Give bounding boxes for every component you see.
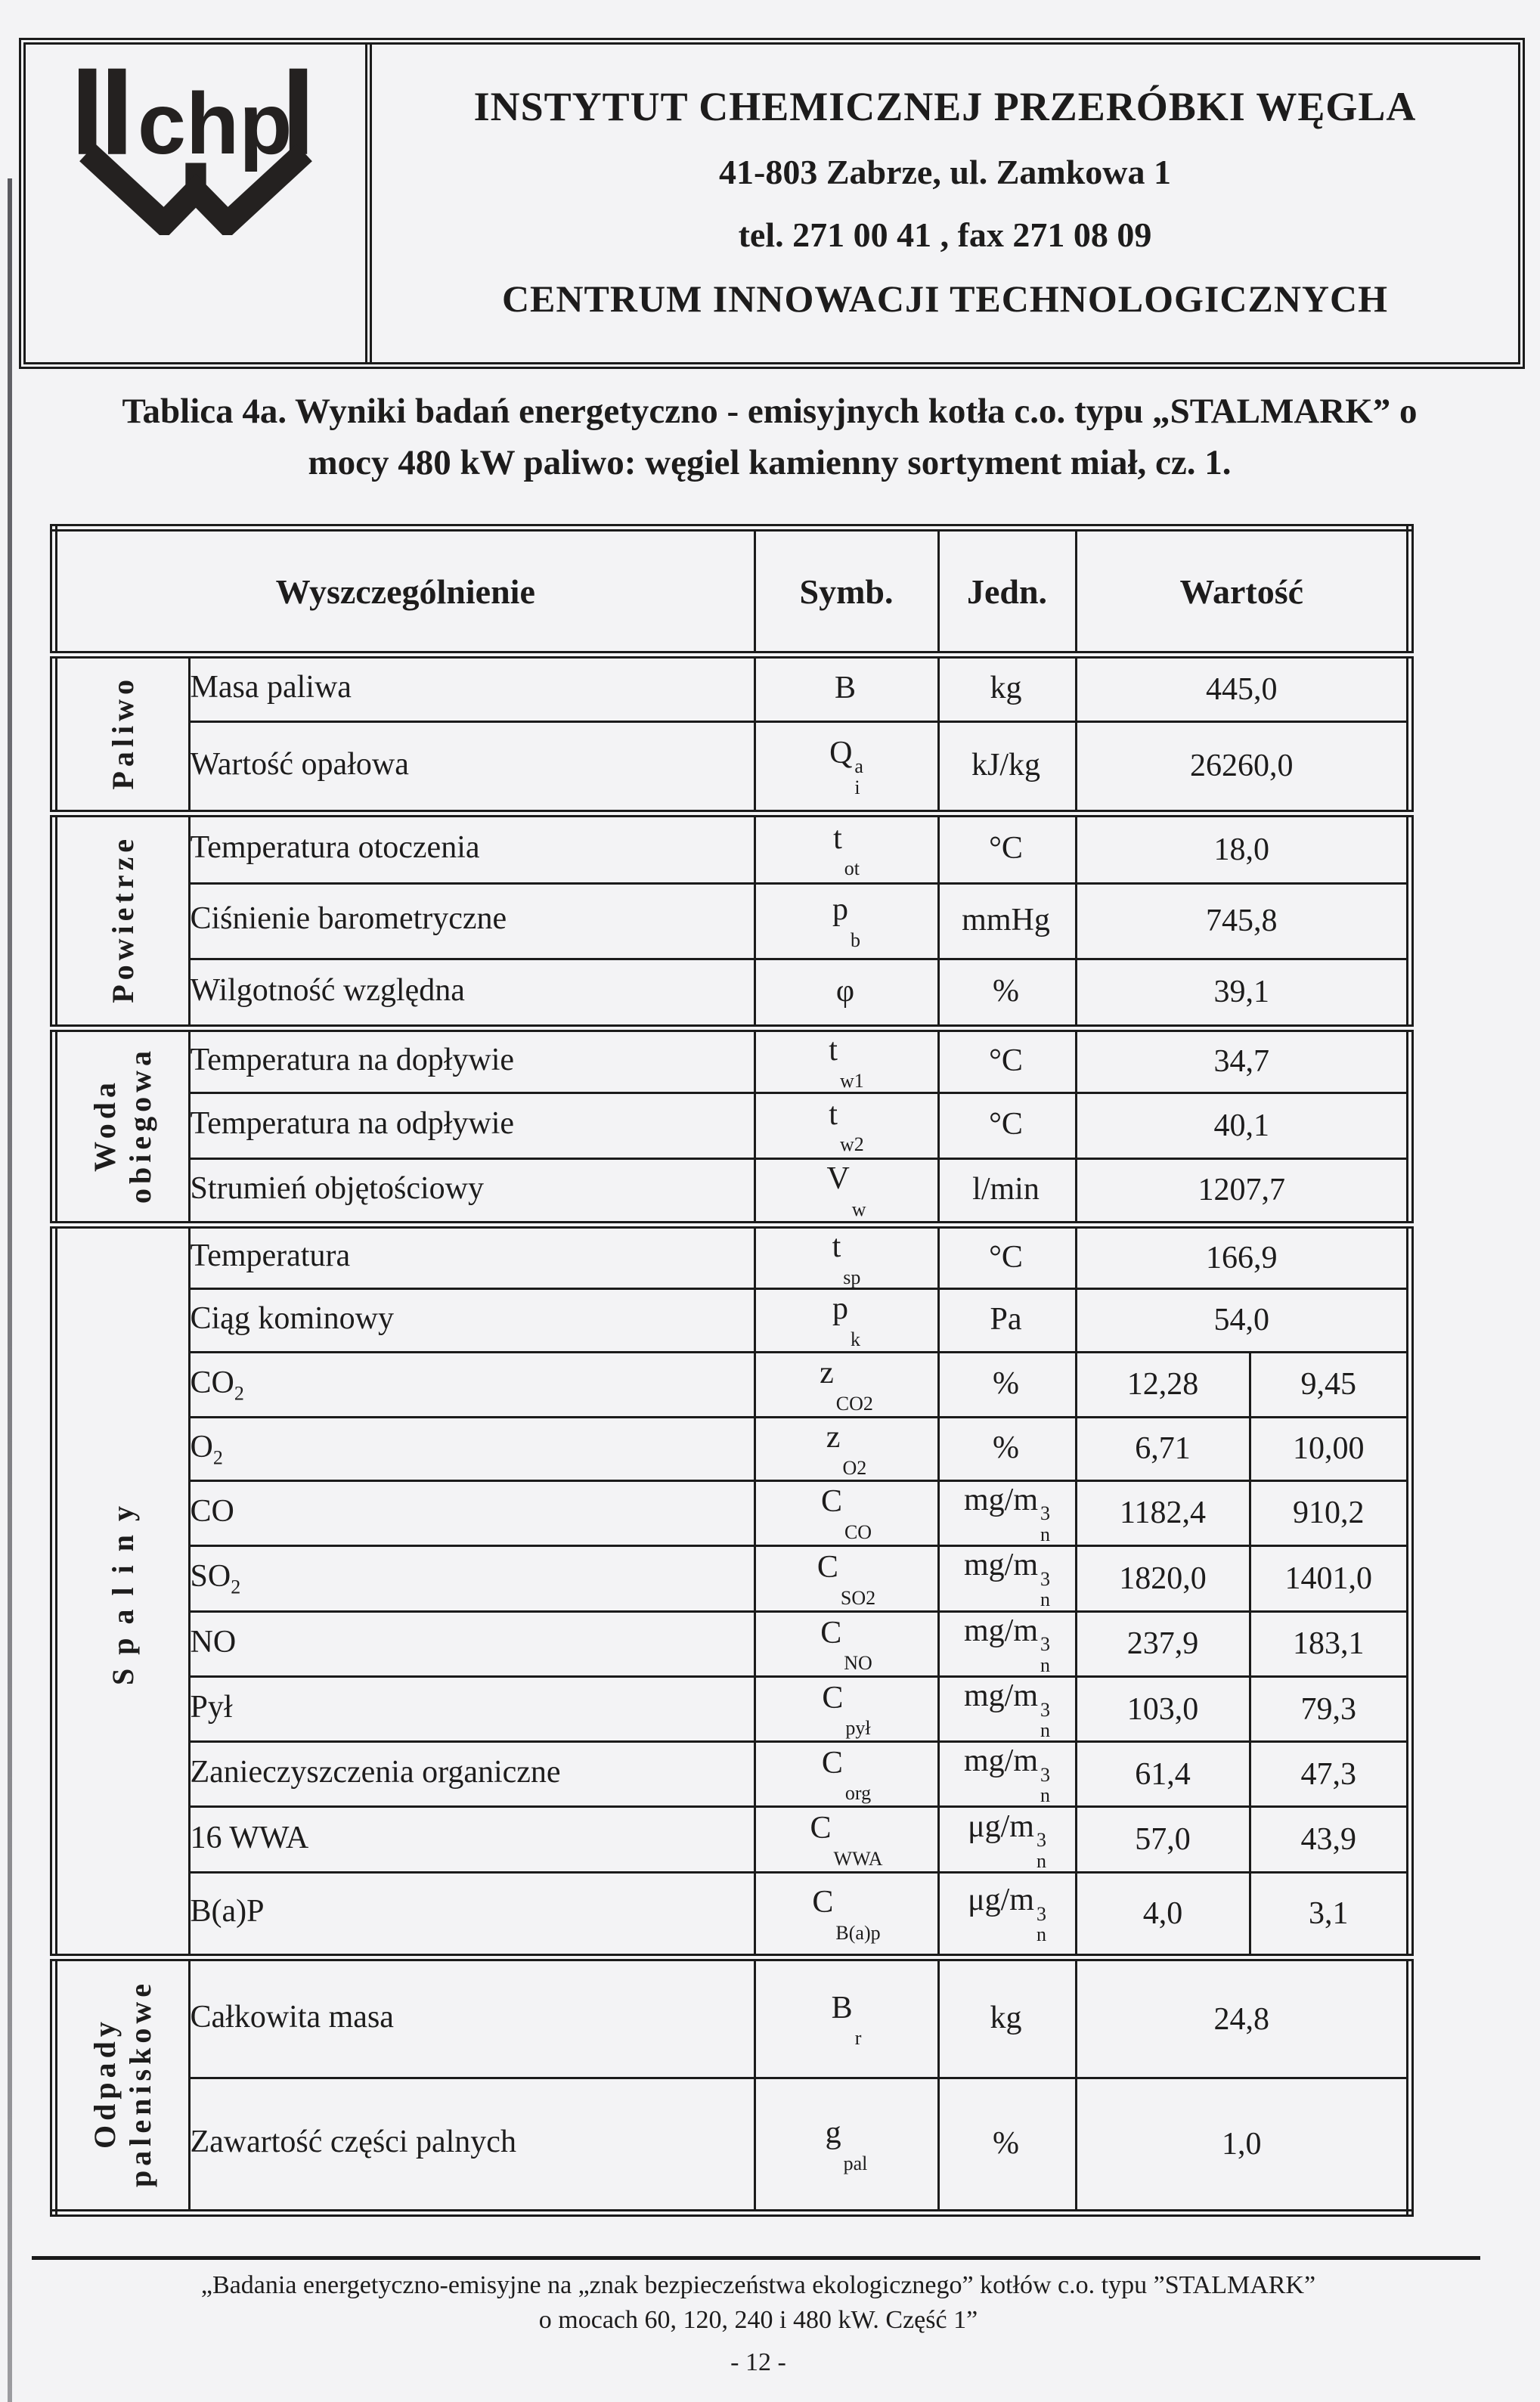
row-unit: °C bbox=[938, 1028, 1076, 1093]
row-value-1: 1182,4 bbox=[1076, 1480, 1250, 1545]
table-row bbox=[54, 959, 1410, 1028]
table-row bbox=[54, 1288, 1410, 1352]
row-item-label: $O_2$ bbox=[189, 1417, 755, 1480]
row-symbol: C CO bbox=[755, 1480, 938, 1545]
col-header-spec: Wyszczególnienie bbox=[54, 528, 755, 655]
row-unit: mg/m 3 n bbox=[938, 1611, 1076, 1676]
row-item-label: Zanieczyszczenia organiczne bbox=[189, 1742, 755, 1807]
table-row bbox=[54, 1480, 1410, 1545]
row-symbol: Q a i bbox=[755, 721, 938, 814]
row-item-label: Wilgotność względna bbox=[189, 959, 755, 1028]
row-value: 26260,0 bbox=[1076, 721, 1410, 814]
ichpw-logo bbox=[74, 60, 318, 235]
row-value-1: 12,28 bbox=[1076, 1352, 1250, 1417]
row-value-2: 9,45 bbox=[1250, 1352, 1410, 1417]
row-symbol: t ot bbox=[755, 814, 938, 883]
row-item-label: Całkowita masa bbox=[189, 1957, 755, 2078]
section-label-woda-obiegowa: Woda obiegowa bbox=[54, 1028, 189, 1225]
row-value: 40,1 bbox=[1076, 1093, 1410, 1158]
table-row bbox=[54, 1545, 1410, 1611]
letterhead bbox=[19, 38, 1525, 369]
row-unit: mg/m 3 n bbox=[938, 1742, 1076, 1807]
row-symbol: C WWA bbox=[755, 1807, 938, 1873]
row-unit: % bbox=[938, 1417, 1076, 1480]
table-title bbox=[29, 386, 1511, 488]
row-unit: mg/m 3 n bbox=[938, 1545, 1076, 1611]
row-item-label: Pył bbox=[189, 1677, 755, 1742]
section-label-odpady-paleniskowe: Odpady paleniskowe bbox=[54, 1957, 189, 2213]
row-symbol: B r bbox=[755, 1957, 938, 2078]
row-item-label: NO bbox=[189, 1611, 755, 1676]
row-symbol: C org bbox=[755, 1742, 938, 1807]
table-row bbox=[54, 655, 1410, 721]
row-unit: kg bbox=[938, 1957, 1076, 2078]
row-value-1: 57,0 bbox=[1076, 1807, 1250, 1873]
row-value: 1207,7 bbox=[1076, 1158, 1410, 1225]
table-row bbox=[54, 2078, 1410, 2213]
letterhead-text bbox=[372, 45, 1518, 362]
table-header-row bbox=[54, 528, 1410, 655]
row-unit: kg bbox=[938, 655, 1076, 721]
scan-edge-shadow bbox=[8, 178, 12, 2402]
row-item-label: Temperatura otoczenia bbox=[189, 814, 755, 883]
row-unit: mmHg bbox=[938, 883, 1076, 959]
row-symbol: C B(a)p bbox=[755, 1873, 938, 1957]
row-unit: mg/m 3 n bbox=[938, 1677, 1076, 1742]
row-unit: °C bbox=[938, 1225, 1076, 1288]
section-label-paliwo: Paliwo bbox=[54, 655, 189, 814]
table-row bbox=[54, 814, 1410, 883]
row-value: 18,0 bbox=[1076, 814, 1410, 883]
row-value-1: 4,0 bbox=[1076, 1873, 1250, 1957]
logo-letters-glyph: chp bbox=[137, 75, 292, 172]
row-unit: °C bbox=[938, 1093, 1076, 1158]
row-value-2: 3,1 bbox=[1250, 1873, 1410, 1957]
row-item-label: Temperatura na dopływie bbox=[189, 1028, 755, 1093]
row-unit: mg/m 3 n bbox=[938, 1480, 1076, 1545]
row-symbol: t sp bbox=[755, 1225, 938, 1288]
table-row bbox=[54, 1957, 1410, 2078]
row-symbol: t w2 bbox=[755, 1093, 938, 1158]
row-symbol: B bbox=[755, 655, 938, 721]
table-row bbox=[54, 1158, 1410, 1225]
table-row bbox=[54, 1742, 1410, 1807]
page-footer bbox=[29, 2268, 1488, 2380]
row-symbol: C NO bbox=[755, 1611, 938, 1676]
row-item-label: Zawartość części palnych bbox=[189, 2078, 755, 2213]
row-item-label: B(a)P bbox=[189, 1873, 755, 1957]
col-header-value: Wartość bbox=[1076, 528, 1410, 655]
row-unit: kJ/kg bbox=[938, 721, 1076, 814]
row-symbol: z CO2 bbox=[755, 1352, 938, 1417]
table-row bbox=[54, 721, 1410, 814]
center-name: CENTRUM INNOWACJI TECHNOLOGICZNYCH bbox=[501, 277, 1389, 320]
row-item-label: Masa paliwa bbox=[189, 655, 755, 721]
row-symbol: z O2 bbox=[755, 1417, 938, 1480]
row-value-2: 79,3 bbox=[1250, 1677, 1410, 1742]
institute-name: INSTYTUT CHEMICZNEJ PRZERÓBKI WĘGLA bbox=[473, 84, 1417, 130]
table-row bbox=[54, 1225, 1410, 1288]
row-item-label: Strumień objętościowy bbox=[189, 1158, 755, 1225]
footer-line2: o mocach 60, 120, 240 i 480 kW. Część 1” bbox=[538, 2305, 978, 2334]
row-value-1: 61,4 bbox=[1076, 1742, 1250, 1807]
row-value: 54,0 bbox=[1076, 1288, 1410, 1352]
row-value-2: 10,00 bbox=[1250, 1417, 1410, 1480]
table-row bbox=[54, 1028, 1410, 1093]
row-symbol: C pył bbox=[755, 1677, 938, 1742]
row-unit: °C bbox=[938, 814, 1076, 883]
row-value-1: 237,9 bbox=[1076, 1611, 1250, 1676]
col-header-unit: Jedn. bbox=[938, 528, 1076, 655]
page-number: - 12 - bbox=[730, 2348, 786, 2376]
table-row bbox=[54, 1873, 1410, 1957]
row-symbol: φ bbox=[755, 959, 938, 1028]
row-item-label: Temperatura na odpływie bbox=[189, 1093, 755, 1158]
row-unit: Pa bbox=[938, 1288, 1076, 1352]
row-value: 745,8 bbox=[1076, 883, 1410, 959]
row-value-2: 183,1 bbox=[1250, 1611, 1410, 1676]
institute-address: 41-803 Zabrze, ul. Zamkowa 1 bbox=[719, 153, 1171, 192]
results-table bbox=[50, 524, 1414, 2217]
row-value: 166,9 bbox=[1076, 1225, 1410, 1288]
row-symbol: t w1 bbox=[755, 1028, 938, 1093]
table-title-line2: mocy 480 kW paliwo: węgiel kamienny sortyment miał, cz. 1. bbox=[308, 443, 1232, 483]
row-value: 24,8 bbox=[1076, 1957, 1410, 2078]
footer-divider bbox=[32, 2256, 1480, 2260]
col-header-symbol: Symb. bbox=[755, 528, 938, 655]
row-item-label: $SO_2$ bbox=[189, 1545, 755, 1611]
table-row bbox=[54, 1611, 1410, 1676]
row-unit: l/min bbox=[938, 1158, 1076, 1225]
row-value: 445,0 bbox=[1076, 655, 1410, 721]
row-item-label: 16 WWA bbox=[189, 1807, 755, 1873]
row-value-2: 43,9 bbox=[1250, 1807, 1410, 1873]
row-item-label: Ciśnienie barometryczne bbox=[189, 883, 755, 959]
row-unit: μg/m 3 n bbox=[938, 1873, 1076, 1957]
row-item-label: CO bbox=[189, 1480, 755, 1545]
row-item-label: Wartość opałowa bbox=[189, 721, 755, 814]
institute-phone-fax: tel. 271 00 41 , fax 271 08 09 bbox=[738, 215, 1152, 254]
row-value-1: 6,71 bbox=[1076, 1417, 1250, 1480]
row-symbol: p b bbox=[755, 883, 938, 959]
row-value-1: 103,0 bbox=[1076, 1677, 1250, 1742]
table-row bbox=[54, 883, 1410, 959]
table-title-line1: Tablica 4a. Wyniki badań energetyczno - emisyjnych kotła c.o. typu „STALMARK” o bbox=[122, 392, 1418, 431]
row-symbol: V w bbox=[755, 1158, 938, 1225]
table-row bbox=[54, 1807, 1410, 1873]
row-item-label: Ciąg kominowy bbox=[189, 1288, 755, 1352]
section-label-spaliny: Spaliny bbox=[54, 1225, 189, 1957]
row-item-label: Temperatura bbox=[189, 1225, 755, 1288]
row-symbol: p k bbox=[755, 1288, 938, 1352]
row-value: 34,7 bbox=[1076, 1028, 1410, 1093]
row-unit: % bbox=[938, 959, 1076, 1028]
table-row bbox=[54, 1093, 1410, 1158]
row-unit: % bbox=[938, 1352, 1076, 1417]
row-value-1: 1820,0 bbox=[1076, 1545, 1250, 1611]
table-row bbox=[54, 1352, 1410, 1417]
logo-cell bbox=[26, 45, 372, 362]
table-row bbox=[54, 1417, 1410, 1480]
row-value-2: 1401,0 bbox=[1250, 1545, 1410, 1611]
row-value-2: 910,2 bbox=[1250, 1480, 1410, 1545]
section-label-powietrze: Powietrze bbox=[54, 814, 189, 1028]
row-symbol: C SO2 bbox=[755, 1545, 938, 1611]
row-symbol: g pal bbox=[755, 2078, 938, 2213]
row-item-label: $CO_2$ bbox=[189, 1352, 755, 1417]
row-unit: μg/m 3 n bbox=[938, 1807, 1076, 1873]
table-row bbox=[54, 1677, 1410, 1742]
footer-line1: „Badania energetyczno-emisyjne na „znak bezpieczeństwa ekologicznego” kotłów c.o. typu ”STALMARK” bbox=[200, 2271, 1316, 2299]
row-unit: % bbox=[938, 2078, 1076, 2213]
row-value: 39,1 bbox=[1076, 959, 1410, 1028]
row-value: 1,0 bbox=[1076, 2078, 1410, 2213]
row-value-2: 47,3 bbox=[1250, 1742, 1410, 1807]
